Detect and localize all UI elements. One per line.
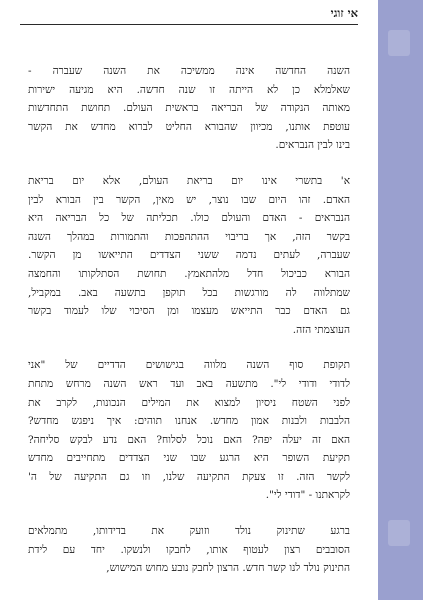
text-line: הנבראים - האדם והעולם כולו. תכליתה של כל הבריאה היא: [28, 212, 350, 225]
text-line: תקופת סוף השנה מלווה בגישושים הדדיים של "אני: [28, 359, 350, 372]
paragraph: [28, 356, 350, 505]
text-line: שעברה, לעתים נדמה ששני הצדדים התייאשו מן הקשר.: [28, 249, 350, 262]
text-line: גם האדם כבר התייאש מעצמו ומן הסיכוי שלו לעמוד בקשר: [28, 305, 350, 318]
text-line: בינו לבין הנבראים.: [275, 139, 350, 152]
strip-pattern-shape: [388, 30, 410, 56]
paragraph: [28, 172, 350, 339]
decorative-side-strip: [378, 0, 423, 600]
body-text: [28, 62, 350, 595]
text-line: שמתלווה לה מורגשות בכל תוקפן בתשעה באב. במקביל,: [28, 286, 350, 299]
text-line: בקשר הזה, אך בריבוי ההתהפכות והתמורות במהלך השנה: [28, 230, 350, 243]
running-header: אי זוגי: [330, 6, 358, 20]
text-line: א' בתשרי אינו יום בריאת העולם, אלא יום בריאת: [28, 174, 350, 187]
text-line: לקשר הזה. זו צעקת התקיעה שלנו, וזו גם התקיעה של ה': [28, 470, 350, 483]
text-line: שאלמלא כן לא הייתה זו שנה חדשה. היא מגיעה ישירות: [28, 83, 350, 96]
text-line: הלבבות ולבנות אמון מחדש. אנחנו תוהים: איך ניפגש מחדש?: [28, 415, 350, 428]
text-line: העוצמתי הזה.: [292, 323, 350, 336]
text-line: תקיעת השופר היא הרגע שבו שני הצדדים מתחייבים מחדש: [28, 452, 350, 465]
text-line: מאותה הנקודה של הבריאה בראשית העולם. תחושת התחדשות: [28, 102, 350, 115]
text-line: האדם. זהו היום שבו נוצר, יש מאין, הקשר בין הבורא לבין: [28, 193, 350, 206]
text-line: עוטפת אותנו, מכיוון שהבורא החליט לברוא מחדש את הקשר: [28, 120, 350, 133]
paragraph: [28, 62, 350, 155]
text-line: הבורא כביכול חדל מלהתאמץ. תחושת הסתלקותו והחמצה: [28, 267, 350, 280]
text-line: הסובבים רצון לעטוף אותו, לחבקו ולנשקו. יחד עם לידת: [28, 543, 350, 556]
text-line: לדודי ודודי לי". מתשעה באב ועד ראש השנה מרחש מתחת: [28, 377, 350, 390]
text-line: לקראתנו - "דודי לי".: [265, 489, 350, 502]
text-line: לפני השטח ניסיון למצוא את המילים הנכונות, לקרב את: [28, 396, 350, 409]
text-line: האם זה יעלה יפה? האם נוכל לסלוח? האם נדע לבקש סליחה?: [28, 433, 350, 446]
text-line: ברגע שתינוק נולד וזועק את בדידותו, מתמלאים: [28, 525, 350, 538]
header-rule: [20, 24, 358, 25]
strip-pattern-shape: [388, 520, 410, 546]
text-line: התינוק נולד לנו קשר חדש. הרצון לחבק נובע מחוש המישוש,: [106, 562, 350, 575]
paragraph: [28, 522, 350, 578]
text-line: השנה החדשה אינה ממשיכה את השנה שעברה -: [28, 65, 350, 77]
